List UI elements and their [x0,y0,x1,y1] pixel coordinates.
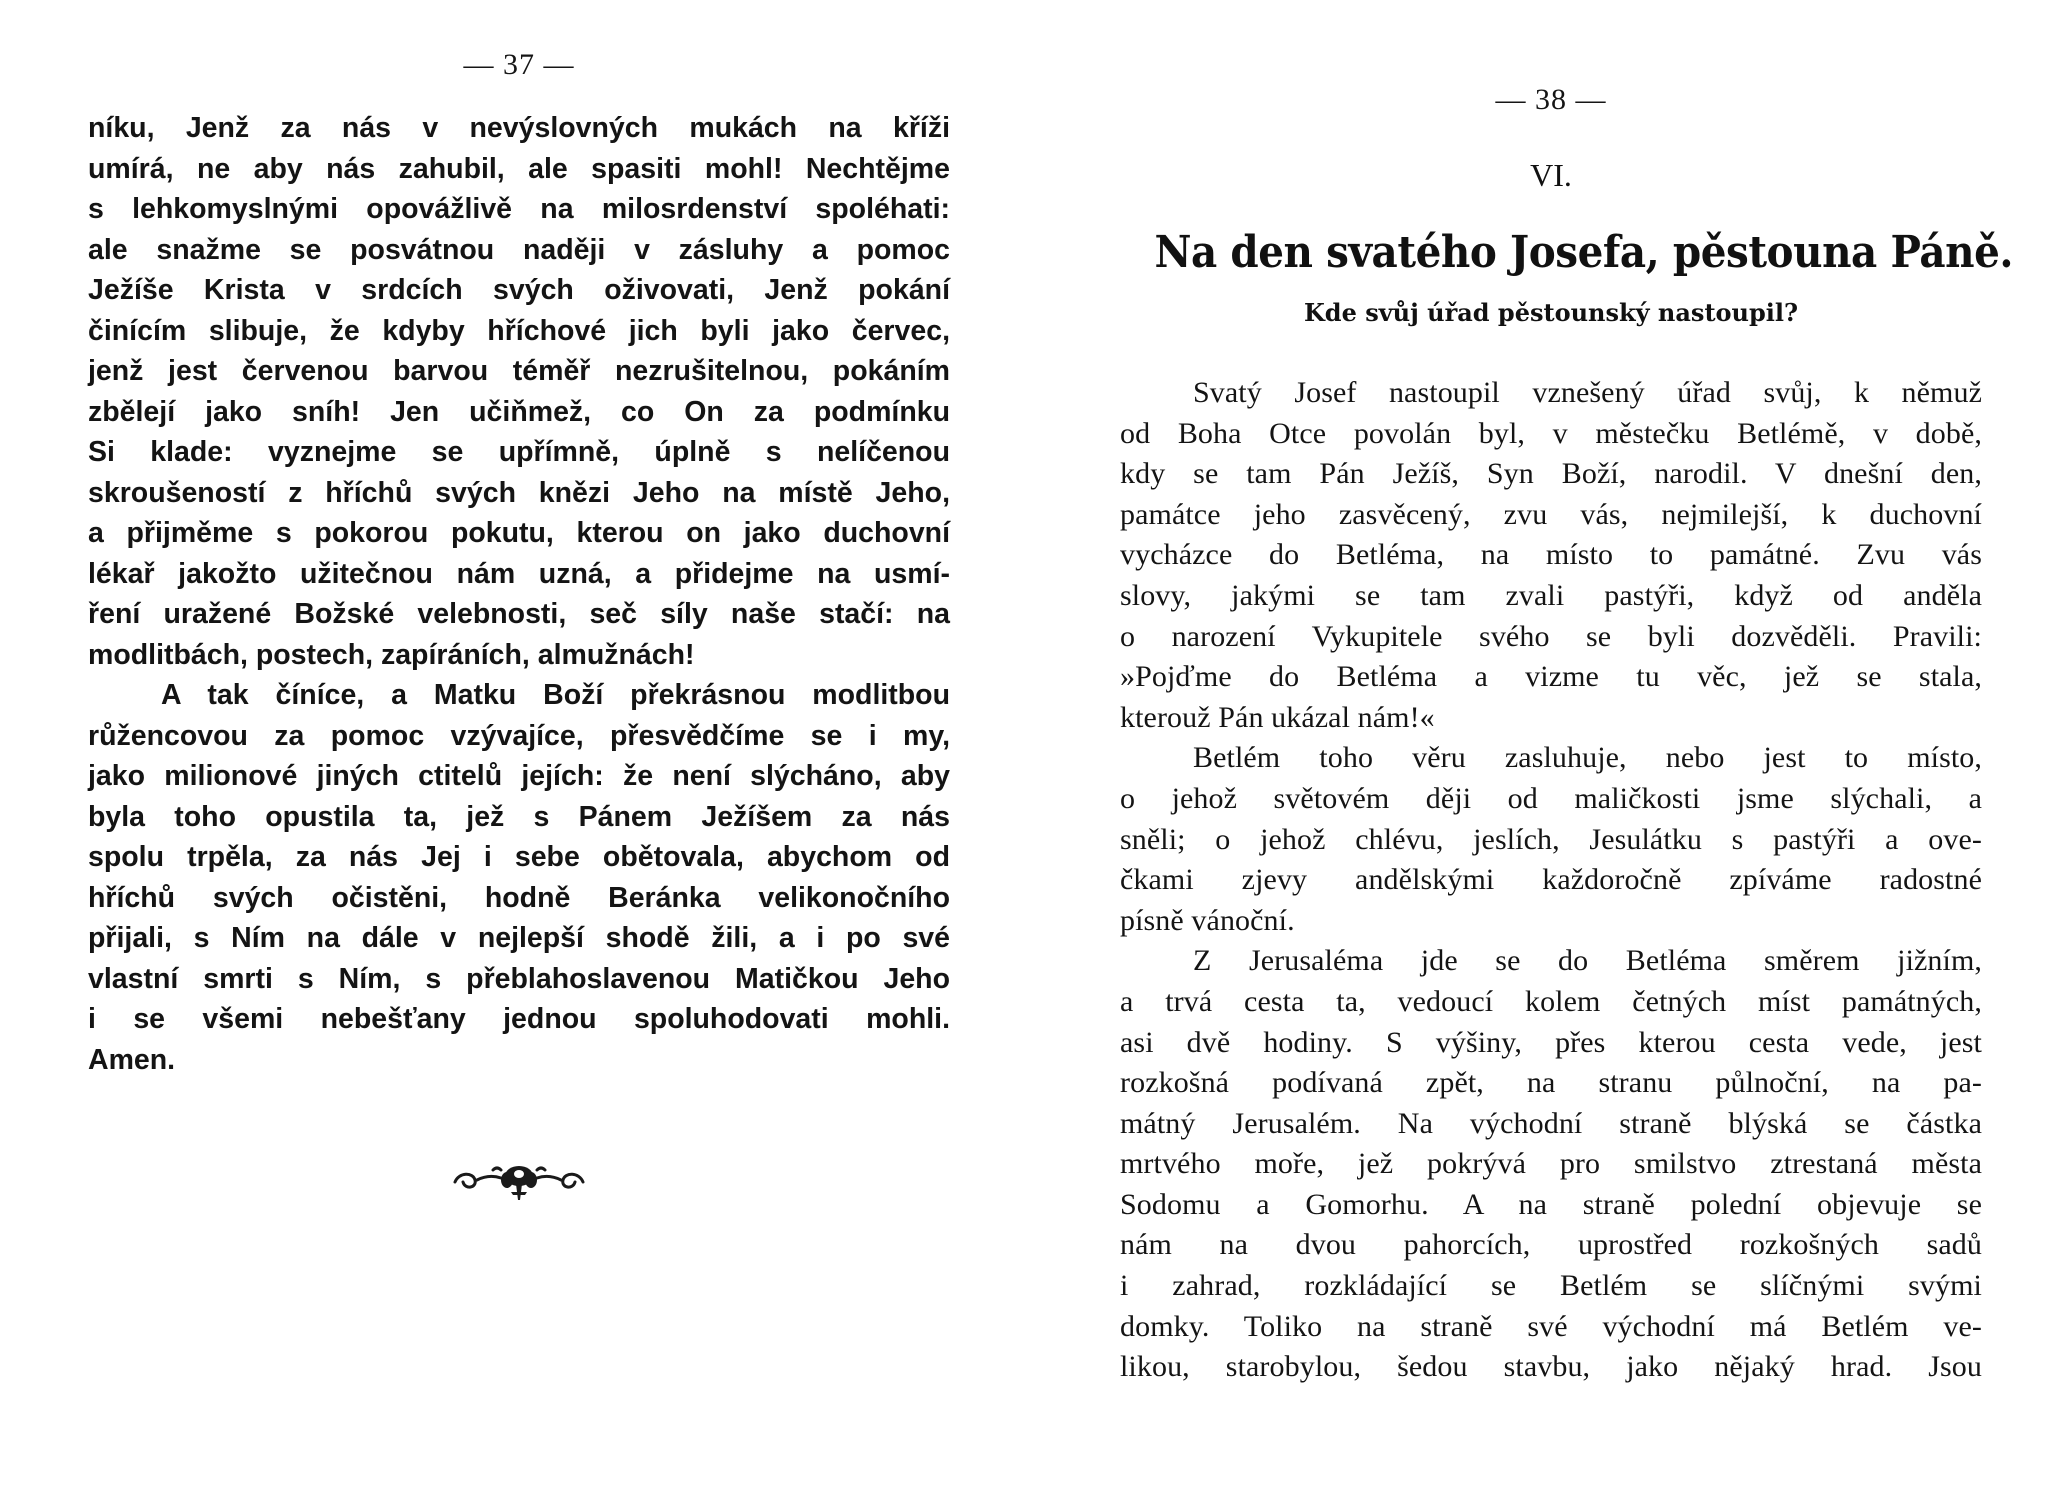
right-page [1120,0,2013,1388]
text-line: a trvá cesta ta, vedoucí kolem četných míst památných, [1120,984,1982,1018]
chapter-number: VI. [1530,157,1572,193]
text-line: i zahrad, rozkládající se Betlém se slíčnými svými [1120,1269,1982,1303]
text-line: slovy, jakými se tam zvali pastýři, když od anděla [1120,578,1982,612]
text-line: kdy se tam Pán Ježíš, Syn Boží, narodil. V dnešní den, [1120,457,1982,491]
text-line: Amen. [88,1043,176,1076]
right-page-text [1120,373,1982,1388]
text-line: skroušeností z hříchů svých knězi Jeho na místě Jeho, [88,476,950,509]
text-line: umírá, ne aby nás zahubil, ale spasiti mohl! Nechtějme [88,152,950,185]
text-line: lékař jakožto užitečnou nám uzná, a přidejme na usmí- [88,557,950,590]
page-number-left: — 37 — [463,48,575,81]
text-line: růžencovou za pomoc vzývajíce, přesvědčíme se i my, [88,719,950,752]
text-line: od Boha Otce povolán byl, v městečku Betlémě, v době, [1120,416,1982,450]
chapter-subtitle: Kde svůj úřad pěstounský nastoupil? [1303,298,1799,327]
text-line: modlitbách, postech, zapíráních, almužnách! [88,638,695,671]
text-line: o narození Vykupitele svého se byli dozvěděli. Pravili: [1120,619,1982,653]
text-line: Ježíše Krista v srdcích svých oživovati, Jenž pokání [88,274,950,306]
text-line: vlastní smrti s Ním, s přeblahoslavenou Matičkou Jeho [88,962,950,995]
text-line: mrtvého moře, jež pokrývá pro smilstvo ztrestaná města [1120,1147,1982,1181]
chapter-title: Na den svatého Josefa, pěstouna Páně. [1154,227,2013,278]
text-line: čkami zjevy andělskými každoročně zpíváme radostné [1120,863,1982,897]
text-line: jenž jest červenou barvou téměř nezrušitelnou, pokáním [88,355,950,387]
text-line: byla toho opustila ta, jež s Pánem Ježíšem za nás [88,800,950,833]
text-line: likou, starobylou, šedou stavbu, jako nějaký hrad. Jsou [1120,1350,1982,1384]
text-line: Sodomu a Gomorhu. A na straně polední objevuje se [1120,1187,1982,1221]
text-line: spolu trpěla, za nás Jej i sebe obětovala, abychom od [88,841,950,873]
text-line: přijali, s Ním na dále v nejlepší shodě žili, a i po své [88,922,950,954]
text-line: sněli; o jehož chlévu, jeslích, Jesulátku s pastýři a ove- [1120,822,1982,856]
text-line: písně vánoční. [1120,903,1295,937]
text-line: Z Jerusaléma jde se do Betléma směrem jižním, [1193,944,1982,978]
text-line: jako milionové jiných ctitelů jejích: že není slýcháno, aby [88,760,950,792]
text-line: domky. Toliko na straně své východní má Betlém ve- [1120,1309,1982,1343]
text-line: Betlém toho věru zasluhuje, nebo jest to místo, [1193,741,1982,775]
text-line: »Pojďme do Betléma a vizme tu věc, jež se stala, [1120,660,1982,694]
text-line: nám na dvou pahorcích, uprostřed rozkošných sadů [1120,1228,1982,1262]
text-line: vycházce do Betléma, na místo to památné. Zvu vás [1120,538,1982,572]
text-line: ření uražené Božské velebnosti, seč síly naše stačí: na [88,598,950,630]
page-number-right: — 38 — [1495,83,1607,116]
text-line: asi dvě hodiny. S výšiny, přes kterou cesta vede, jest [1120,1025,1982,1059]
ornament-icon [449,1160,589,1204]
text-line: činícím slibuje, že kdyby hříchové jich byli jako červec, [88,314,950,347]
text-line: Si klade: vyznejme se upřímně, úplně s nelíčenou [88,436,950,468]
text-line: kterouž Pán ukázal nám!« [1120,700,1435,734]
text-line: památce jeho zasvěcený, zvu vás, nejmilejší, k duchovní [1120,497,1982,531]
left-page [88,0,950,1204]
text-line: Svatý Josef nastoupil vznešený úřad svůj, k němuž [1193,376,1982,409]
text-line: zbělejí jako sníh! Jen učiňmež, co On za podmínku [88,395,950,428]
text-line: o jehož světovém ději od maličkosti jsme slýchali, a [1120,781,1982,815]
text-line: i se všemi nebešťany jednou spoluhodovati mohli. [88,1003,950,1035]
text-line: mátný Jerusalém. Na východní straně blýská se částka [1120,1106,1982,1140]
text-line: s lehkomyslnými opovážlivě na milosrdenství spoléhati: [88,193,950,225]
text-line: ale snažme se posvátnou naději v zásluhy a pomoc [88,233,950,266]
left-page-text [88,108,950,1080]
text-line: a přijměme s pokorou pokutu, kterou on jako duchovní [88,517,950,549]
text-line: A tak číníce, a Matku Boží překrásnou modlitbou [161,679,950,711]
text-line: rozkošná podívaná zpět, na stranu půlnoční, na pa- [1120,1066,1982,1100]
text-line: hříchů svých očistěni, hodně Beránka velikonočního [88,881,950,914]
text-line: níku, Jenž za nás v nevýslovných mukách na kříži [88,112,950,144]
